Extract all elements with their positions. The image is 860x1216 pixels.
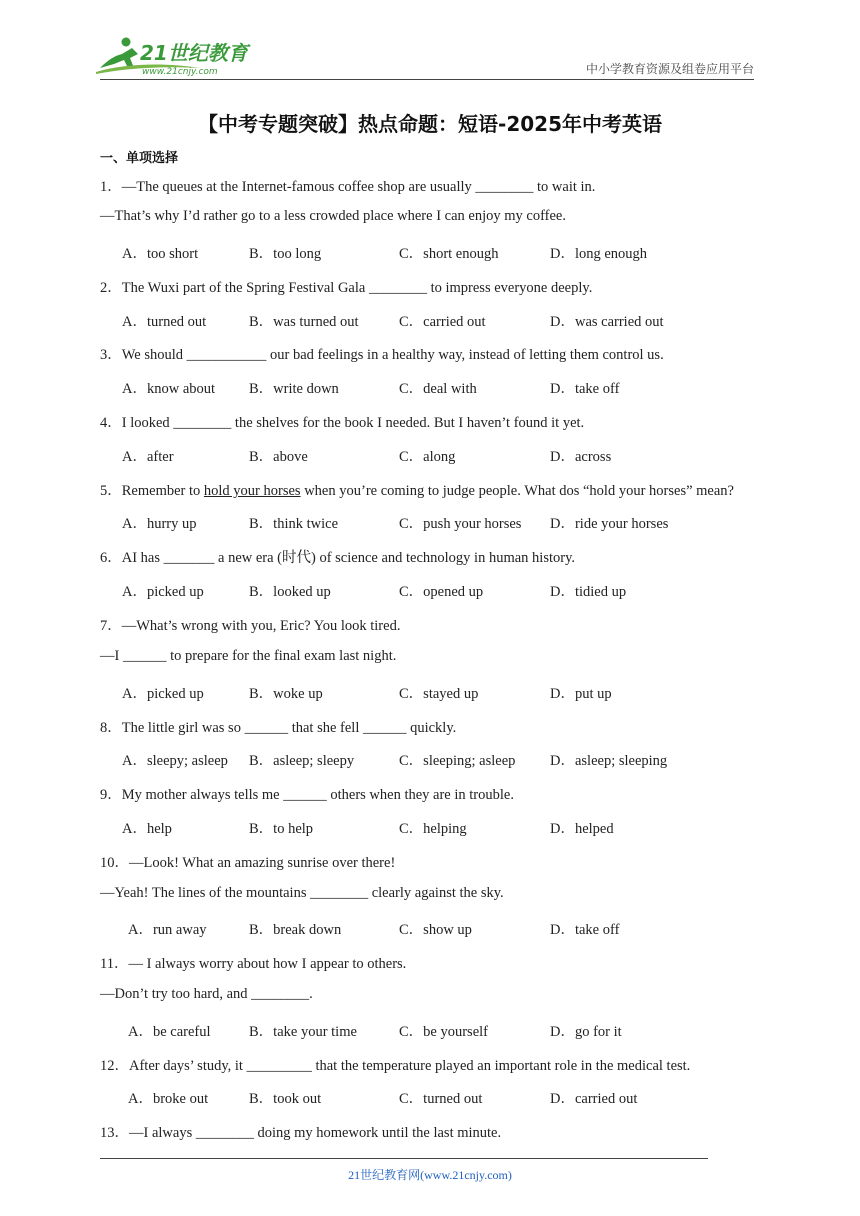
- option-d: D．take off: [550, 381, 620, 397]
- option-b: B．think twice: [249, 516, 339, 532]
- option-c: C．stayed up: [399, 686, 479, 702]
- question-11: 11．— I always worry about how I appear to others.: [100, 956, 407, 972]
- option-d: D．tidied up: [550, 584, 627, 600]
- option-a: A．picked up: [122, 686, 204, 702]
- option-d: D．ride your horses: [550, 516, 669, 532]
- option-c: C．deal with: [399, 381, 477, 397]
- option-d: D．carried out: [550, 1091, 638, 1107]
- option-a: A．know about: [122, 381, 216, 397]
- option-d: D．asleep; sleeping: [550, 753, 668, 769]
- question-12: 12．After days’ study, it _________ that the temperature played an important role in the medical test.: [100, 1058, 691, 1074]
- logo-text: 21世纪教育: [140, 41, 248, 65]
- option-b: B．took out: [249, 1091, 322, 1107]
- option-d: D．helped: [550, 821, 614, 837]
- option-c: C．short enough: [399, 246, 499, 262]
- option-c: C．along: [399, 449, 456, 465]
- question-1-line-2: —That’s why I’d rather go to a less crowded place where I can enjoy my coffee.: [100, 208, 566, 224]
- site-logo: [92, 34, 262, 80]
- page-title: 【中考专题突破】热点命题：短语-2025年中考英语: [198, 112, 662, 136]
- question-9: 9．My mother always tells me ______ others when they are in trouble.: [100, 787, 514, 803]
- option-d: D．was carried out: [550, 314, 664, 330]
- runner-logo-icon: [92, 34, 262, 80]
- option-b: B．asleep; sleepy: [249, 753, 355, 769]
- header-platform-text: 中小学教育资源及组卷应用平台: [585, 62, 754, 76]
- footer-divider: [100, 1158, 708, 1159]
- option-a: A．too short: [122, 246, 199, 262]
- option-c: C．turned out: [399, 1091, 483, 1107]
- option-a: A．turned out: [122, 314, 207, 330]
- option-b: B．was turned out: [249, 314, 359, 330]
- option-b: B．woke up: [249, 686, 323, 702]
- question-8: 8．The little girl was so ______ that she fell ______ quickly.: [100, 720, 457, 736]
- option-a: A．be careful: [128, 1024, 211, 1040]
- option-b: B．write down: [249, 381, 339, 397]
- question-11-line-2: —Don’t try too hard, and ________.: [100, 986, 313, 1002]
- question-13: 13．—I always ________ doing my homework until the last minute.: [100, 1125, 502, 1141]
- question-7: 7．—What’s wrong with you, Eric? You look tired.: [100, 618, 401, 634]
- option-c: C．helping: [399, 821, 467, 837]
- option-a: A．run away: [128, 922, 207, 938]
- underlined-phrase: hold your horses: [203, 483, 301, 499]
- option-a: A．picked up: [122, 584, 204, 600]
- question-10-line-2: —Yeah! The lines of the mountains ________ clearly against the sky.: [100, 885, 504, 901]
- option-b: B．too long: [249, 246, 322, 262]
- option-b: B．above: [249, 449, 308, 465]
- option-b: B．to help: [249, 821, 314, 837]
- option-a: A．broke out: [128, 1091, 209, 1107]
- option-c: C．push your horses: [399, 516, 522, 532]
- question-6: 6．AI has _______ a new era (时代) of science and technology in human history.: [100, 550, 576, 566]
- option-a: A．sleepy; asleep: [122, 753, 228, 769]
- option-c: C．show up: [399, 922, 472, 938]
- footer-text: 21世纪教育网(www.21cnjy.com): [348, 1168, 512, 1182]
- logo-url: www.21cnjy.com: [142, 67, 218, 77]
- option-c: C．carried out: [399, 314, 486, 330]
- option-b: B．break down: [249, 922, 342, 938]
- option-a: A．after: [122, 449, 174, 465]
- option-a: A．hurry up: [122, 516, 197, 532]
- option-b: B．take your time: [249, 1024, 357, 1040]
- question-3: 3．We should ___________ our bad feelings in a healthy way, instead of letting them control us.: [100, 347, 664, 363]
- header-divider: [100, 79, 754, 80]
- option-d: D．go for it: [550, 1024, 622, 1040]
- option-c: C．opened up: [399, 584, 484, 600]
- option-d: D．take off: [550, 922, 620, 938]
- option-a: A．help: [122, 821, 172, 837]
- question-1: 1．—The queues at the Internet-famous coffee shop are usually ________ to wait in.: [100, 179, 596, 195]
- option-c: C．sleeping; asleep: [399, 753, 516, 769]
- option-d: D．put up: [550, 686, 612, 702]
- option-d: D．long enough: [550, 246, 648, 262]
- option-c: C．be yourself: [399, 1024, 488, 1040]
- question-5: 5．Remember to hold your horses when you’re coming to judge people. What dos “hold your horses” mean?: [100, 483, 734, 499]
- section-heading: 一、单项选择: [100, 151, 179, 166]
- option-d: D．across: [550, 449, 612, 465]
- option-b: B．looked up: [249, 584, 331, 600]
- question-7-line-2: —I ______ to prepare for the final exam last night.: [100, 648, 397, 664]
- question-2: 2．The Wuxi part of the Spring Festival Gala ________ to impress everyone deeply.: [100, 280, 593, 296]
- question-4: 4．I looked ________ the shelves for the book I needed. But I haven’t found it yet.: [100, 415, 585, 431]
- question-10: 10．—Look! What an amazing sunrise over there!: [100, 855, 396, 871]
